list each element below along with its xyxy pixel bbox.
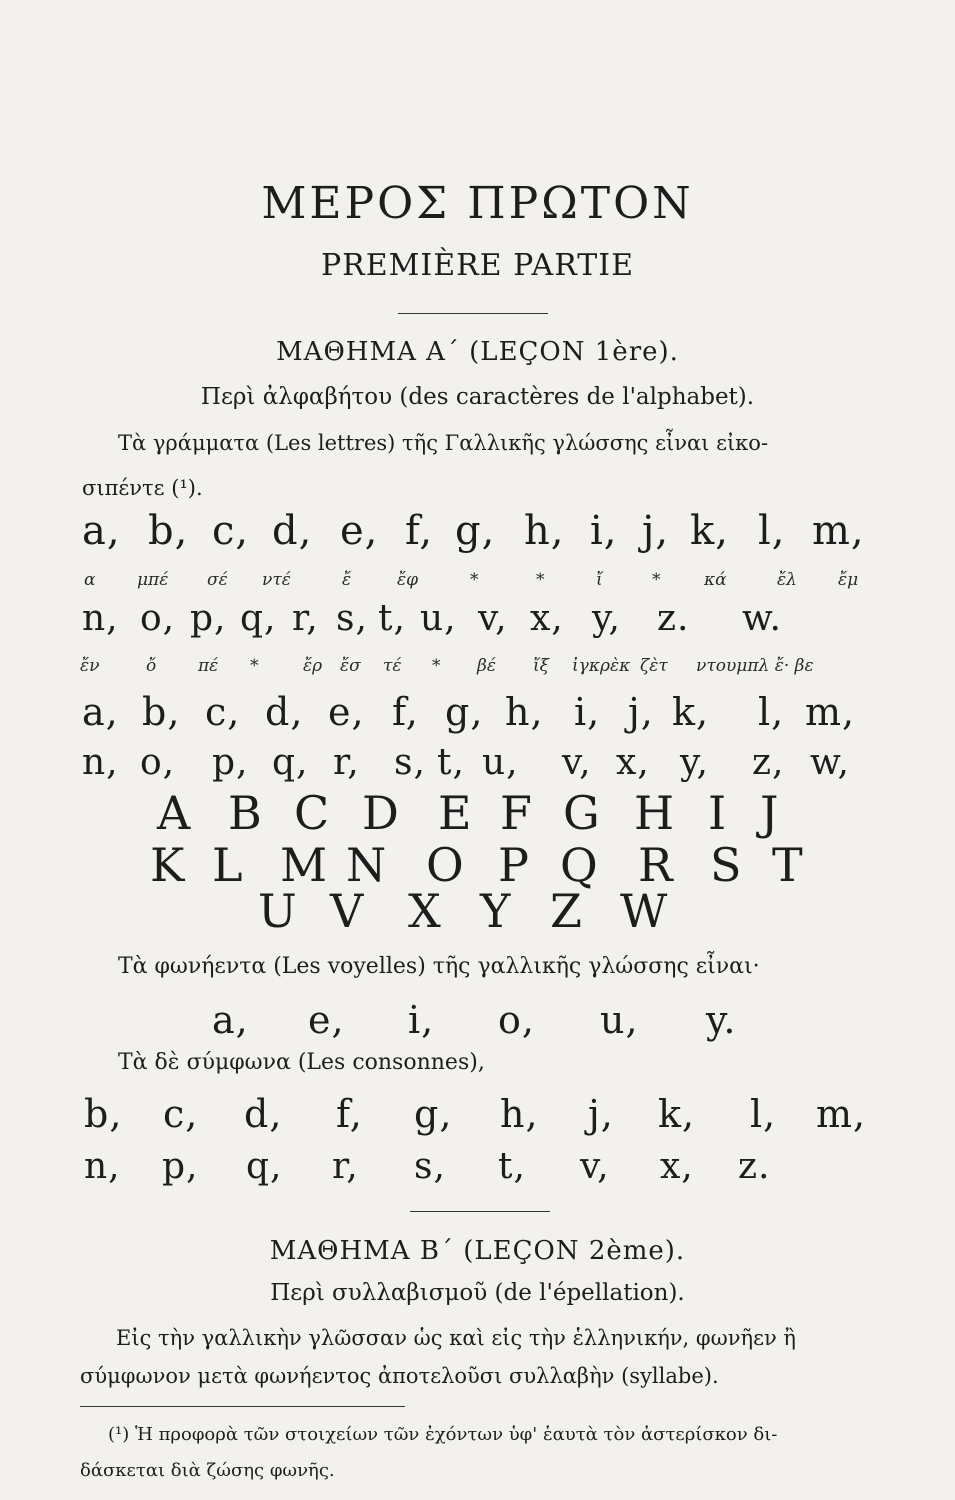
consonant: m,	[816, 1092, 867, 1136]
vowel: a,	[212, 998, 249, 1042]
consonant: t,	[498, 1146, 526, 1187]
pronunciation: ἔν	[80, 656, 100, 676]
pronunciation: ἴ	[596, 570, 603, 590]
capital-letter: V	[330, 884, 364, 938]
part-title-french: PREMIÈRE PARTIE	[320, 248, 635, 283]
capital-letter: M	[280, 838, 328, 892]
letter: x,	[616, 742, 650, 783]
pronunciation: *	[432, 656, 441, 676]
letter: y,	[680, 742, 709, 783]
lesson2-text-line1: Εἰς τὴν γαλλικὴν γλῶσσαν ὡς καὶ εἰς τὴν ἑλληνικήν, φωνῆεν ἢ	[116, 1326, 796, 1350]
letter: o,	[140, 742, 176, 783]
pronunciation: κά	[704, 570, 727, 590]
letter: i,	[574, 690, 601, 734]
letter: g,	[445, 690, 484, 734]
capital-letter: Z	[550, 884, 582, 938]
pronunciation: τέ	[383, 656, 402, 676]
consonant: d,	[244, 1092, 283, 1136]
letter: h,	[505, 690, 544, 734]
letter: m,	[805, 690, 856, 734]
part-title-greek: ΜΕΡΟΣ ΠΡΩΤΟΝ	[261, 178, 694, 229]
pronunciation: *	[250, 656, 259, 676]
footnote-divider	[80, 1406, 405, 1407]
section-divider	[410, 1211, 550, 1212]
letter: k,	[690, 508, 729, 554]
capital-letter: P	[498, 838, 529, 892]
letter: p,	[212, 742, 249, 783]
letter: y,	[592, 598, 621, 639]
letter: h,	[524, 508, 565, 554]
capital-letter: C	[294, 786, 330, 840]
letter: d,	[265, 690, 304, 734]
letter: c,	[205, 690, 241, 734]
lesson2-subtitle: Περὶ συλλαβισμοῦ (de l'épellation).	[270, 1280, 685, 1306]
capital-letter: S	[710, 838, 742, 892]
letter: i,	[590, 508, 618, 554]
letter: z.	[657, 598, 690, 639]
letter: r,	[333, 742, 360, 783]
pronunciation: ἔρ	[303, 656, 323, 676]
consonant: x,	[660, 1146, 694, 1187]
pronunciation: ἔφ	[397, 570, 419, 590]
letter: z,	[752, 742, 785, 783]
letter: r,	[292, 598, 319, 639]
letter: l,	[758, 508, 786, 554]
pronunciation: α	[84, 570, 96, 590]
pronunciation: ἔσ	[340, 656, 361, 676]
capital-letter: B	[228, 786, 262, 840]
pronunciation: πέ	[198, 656, 219, 676]
lesson2-text-line2: σύμφωνον μετὰ φωνήεντος ἀποτελοῦσι συλλαβὴν (syllabe).	[80, 1364, 719, 1388]
letter: j,	[642, 508, 670, 554]
letter: g,	[455, 508, 496, 554]
letter: n,	[82, 742, 119, 783]
capital-letter: D	[362, 786, 399, 840]
capital-letter: X	[408, 884, 441, 938]
letter: d,	[272, 508, 313, 554]
letter: a,	[82, 508, 121, 554]
letter: w.	[742, 598, 782, 639]
letter: f,	[392, 690, 419, 734]
vowel: o,	[498, 998, 535, 1042]
letter: j,	[628, 690, 654, 734]
capital-letter: H	[634, 786, 675, 840]
letter: u,	[482, 742, 519, 783]
consonant: l,	[750, 1092, 777, 1136]
pronunciation: *	[470, 570, 479, 590]
capital-letter: U	[258, 884, 297, 938]
capital-letter: E	[438, 786, 472, 840]
letter: e,	[328, 690, 365, 734]
consonant: b,	[84, 1092, 123, 1136]
pronunciation: ἰγκρὲκ	[572, 656, 631, 676]
consonant: p,	[162, 1146, 199, 1187]
footnote-line1: (¹) Ἡ προφορὰ τῶν στοιχείων τῶν ἐχόντων ὑφ' ἑαυτὰ τὸν ἀστερίσκον δι-	[108, 1424, 778, 1445]
lesson1-intro-line1: Τὰ γράμματα (Les lettres) τῆς Γαλλικῆς γλώσσης εἶναι εἰκο-	[118, 431, 769, 455]
pronunciation: ντέ	[262, 570, 291, 590]
lesson1-heading: ΜΑΘΗΜΑ Α΄ (LEÇON 1ère).	[276, 337, 679, 367]
consonant: r,	[332, 1146, 359, 1187]
letter: n,	[82, 598, 119, 639]
letter: x,	[530, 598, 564, 639]
consonant: q,	[246, 1146, 283, 1187]
pronunciation: *	[652, 570, 661, 590]
pronunciation: ζὲτ	[640, 656, 668, 676]
pronunciation: βέ	[477, 656, 496, 676]
letter: b,	[148, 508, 189, 554]
letter: c,	[212, 508, 250, 554]
consonant: z.	[738, 1146, 771, 1187]
consonants-intro: Τὰ δὲ σύμφωνα (Les consonnes),	[118, 1050, 485, 1075]
capital-letter: K	[150, 838, 185, 892]
letter: b,	[142, 690, 181, 734]
capital-letter: F	[500, 786, 532, 840]
footnote-line2: δάσκεται διὰ ζώσης φωνῆς.	[80, 1460, 335, 1481]
pronunciation: ἔ	[342, 570, 352, 590]
capital-letter: J	[760, 786, 779, 840]
vowels-intro: Τὰ φωνήεντα (Les voyelles) τῆς γαλλικῆς γλώσσης εἶναι·	[118, 954, 760, 979]
consonant: c,	[163, 1092, 199, 1136]
lesson1-subtitle: Περὶ ἀλφαβήτου (des caractères de l'alphabet).	[200, 384, 755, 410]
pronunciation: μπέ	[137, 570, 169, 590]
capital-letter: T	[772, 838, 803, 892]
letter: v,	[478, 598, 508, 639]
letter: t,	[378, 598, 406, 639]
letter: w,	[810, 742, 850, 783]
lesson1-intro-line2: σιπέντε (¹).	[82, 476, 203, 500]
capital-letter: A	[157, 786, 191, 840]
capital-letter: L	[212, 838, 243, 892]
pronunciation: ἴξ	[533, 656, 550, 676]
vowel: u,	[600, 998, 639, 1042]
consonant: f,	[336, 1092, 363, 1136]
letter: m,	[812, 508, 865, 554]
consonant: j,	[588, 1092, 614, 1136]
consonant: g,	[414, 1092, 453, 1136]
vowel: i,	[408, 998, 435, 1042]
consonant: v,	[580, 1146, 610, 1187]
letter: a,	[82, 690, 119, 734]
letter: p,	[190, 598, 227, 639]
consonant: n,	[84, 1146, 121, 1187]
capital-letter: O	[426, 838, 464, 892]
letter: s,	[336, 598, 368, 639]
letter: u,	[420, 598, 457, 639]
vowel: e,	[308, 998, 345, 1042]
capital-letter: G	[563, 786, 600, 840]
pronunciation: *	[536, 570, 545, 590]
letter: t,	[437, 742, 465, 783]
consonant: h,	[500, 1092, 539, 1136]
title-divider	[398, 313, 548, 314]
capital-letter: N	[346, 838, 387, 892]
letter: o,	[140, 598, 176, 639]
letter: k,	[672, 690, 710, 734]
consonant: k,	[658, 1092, 696, 1136]
letter: s,	[394, 742, 426, 783]
pronunciation: σέ	[207, 570, 228, 590]
letter: q,	[272, 742, 309, 783]
capital-letter: Y	[480, 884, 511, 938]
letter: e,	[340, 508, 379, 554]
letter: q,	[240, 598, 277, 639]
consonant: s,	[414, 1146, 446, 1187]
capital-letter: W	[620, 884, 668, 938]
capital-letter: R	[638, 838, 673, 892]
vowel: y.	[706, 998, 737, 1042]
pronunciation: ἔλ	[777, 570, 797, 590]
pronunciation: ὄ	[146, 656, 157, 676]
pronunciation: ντουμπλ ἔ· βε	[696, 656, 814, 676]
pronunciation: ἔμ	[838, 570, 859, 590]
capital-letter: I	[708, 786, 727, 840]
letter: l,	[758, 690, 785, 734]
lesson2-heading: ΜΑΘΗΜΑ Β΄ (LEÇON 2ème).	[269, 1236, 686, 1266]
letter: f,	[405, 508, 434, 554]
letter: v,	[562, 742, 592, 783]
capital-letter: Q	[560, 838, 598, 892]
